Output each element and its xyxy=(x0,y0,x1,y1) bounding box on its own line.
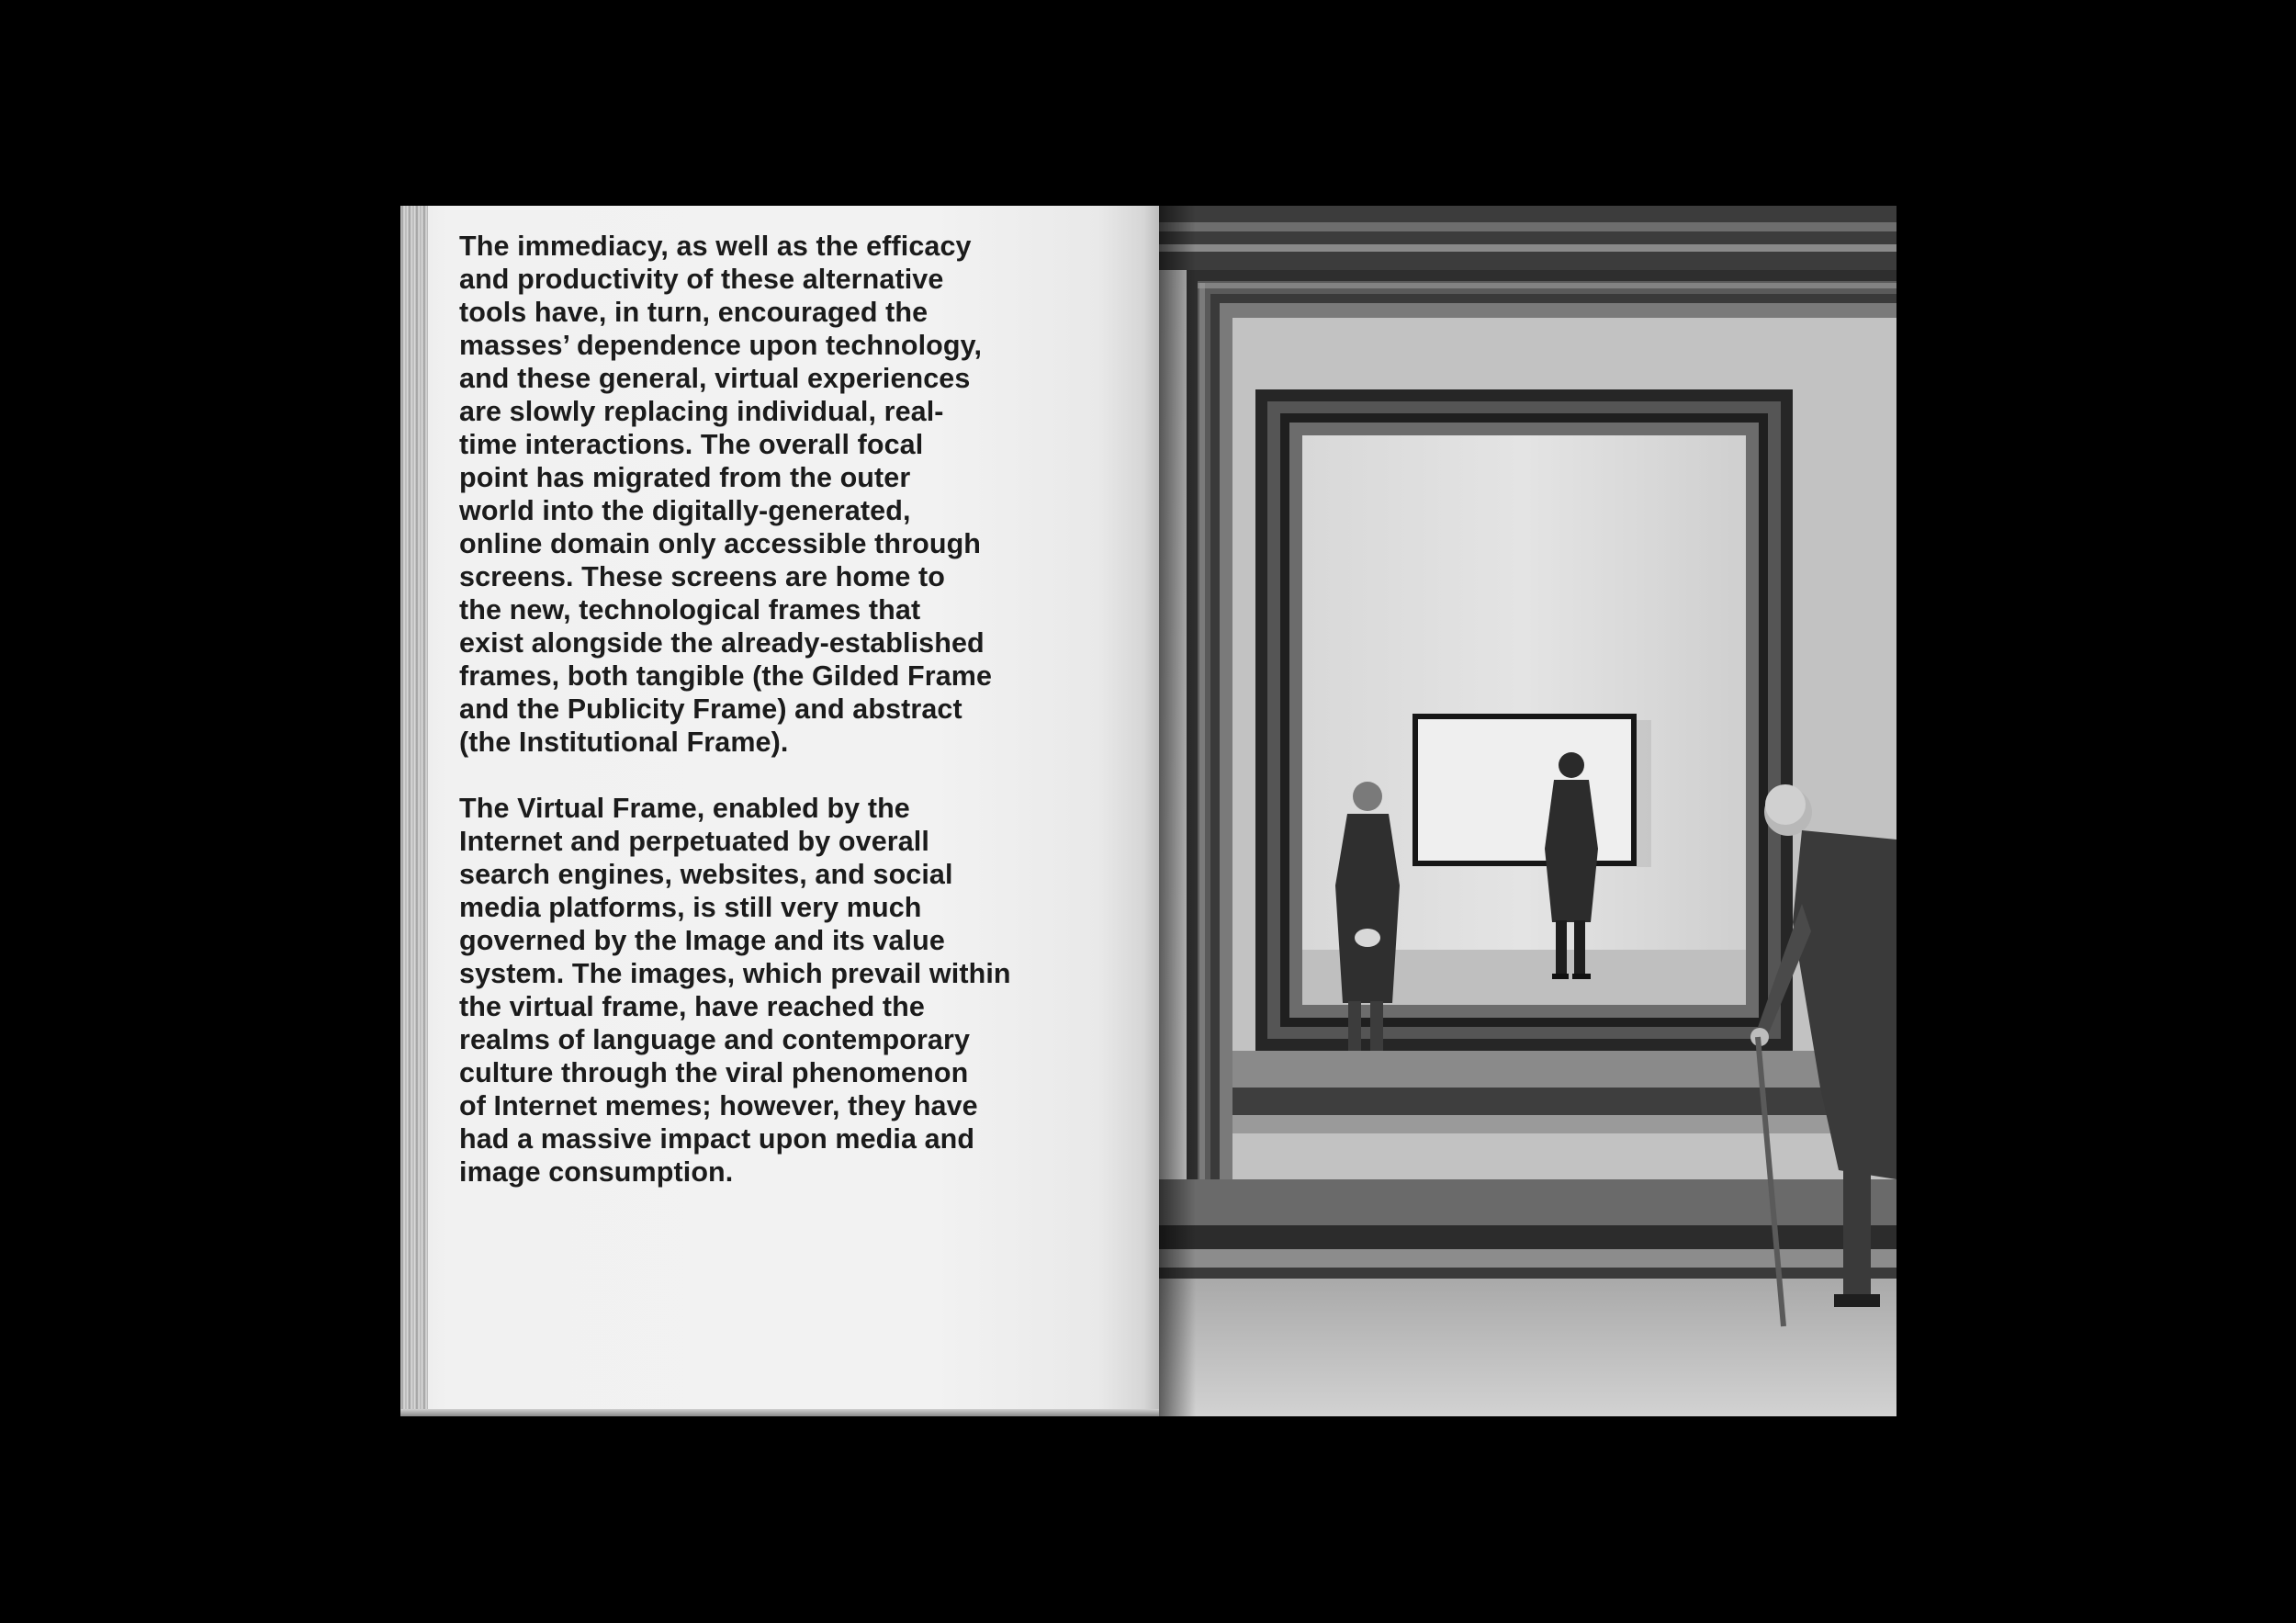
text-line: screens. These screens are home to xyxy=(459,561,945,592)
text-line: realms of language and contemporary xyxy=(459,1024,971,1055)
text-line: had a massive impact upon media and xyxy=(459,1123,975,1155)
text-line: system. The images, which prevail within xyxy=(459,958,1011,989)
text-line: frames, both tangible (the Gilded Frame xyxy=(459,660,993,692)
text-line: The Virtual Frame, enabled by the xyxy=(459,793,910,824)
paragraph-1 xyxy=(459,230,1120,759)
text-line: are slowly replacing individual, real- xyxy=(459,396,944,427)
text-line: image consumption. xyxy=(459,1156,734,1188)
text-line: governed by the Image and its value xyxy=(459,925,945,956)
text-line: and productivity of these alternative xyxy=(459,264,944,295)
page-bottom-edge xyxy=(400,1409,1159,1416)
text-line: (the Institutional Frame). xyxy=(459,727,789,758)
paragraph-2 xyxy=(459,792,1120,1189)
gallery-floor xyxy=(1159,1279,1896,1416)
left-page xyxy=(400,206,1159,1416)
page-edge-stack xyxy=(400,206,428,1416)
text-line: and the Publicity Frame) and abstract xyxy=(459,693,962,725)
text-line: tools have, in turn, encouraged the xyxy=(459,297,929,328)
text-line: masses’ dependence upon technology, xyxy=(459,330,983,361)
text-line: Internet and perpetuated by overall xyxy=(459,826,929,857)
body-text-column xyxy=(459,230,1120,1189)
text-line: the new, technological frames that xyxy=(459,594,921,626)
text-line: of Internet memes; however, they have xyxy=(459,1090,978,1121)
text-line: culture through the viral phenomenon xyxy=(459,1057,969,1088)
text-line: The immediacy, as well as the efficacy xyxy=(459,231,972,262)
text-line: search engines, websites, and social xyxy=(459,859,953,890)
right-page-photo xyxy=(1159,206,1896,1416)
text-line: online domain only accessible through xyxy=(459,528,982,559)
gutter-shadow xyxy=(1159,206,1196,1416)
text-line: and these general, virtual experiences xyxy=(459,363,971,394)
top-molding xyxy=(1159,206,1896,270)
text-line: point has migrated from the outer xyxy=(459,462,911,493)
open-book-spread xyxy=(400,206,1896,1416)
text-line: media platforms, is still very much xyxy=(459,892,922,923)
gallery-photograph xyxy=(1159,206,1896,1416)
text-line: the virtual frame, have reached the xyxy=(459,991,925,1022)
text-line: time interactions. The overall focal xyxy=(459,429,924,460)
text-line: world into the digitally-generated, xyxy=(459,495,911,526)
text-line: exist alongside the already-established xyxy=(459,627,985,659)
